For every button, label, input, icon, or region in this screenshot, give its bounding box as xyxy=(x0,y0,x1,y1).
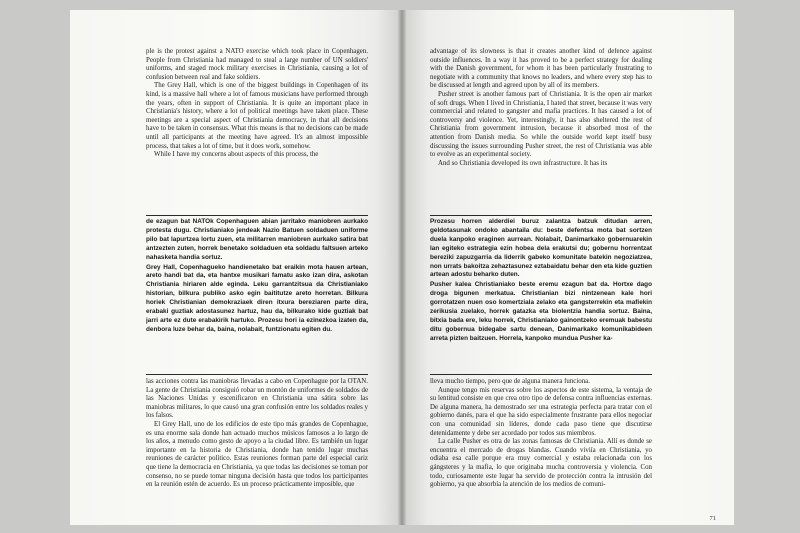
section-divider xyxy=(430,374,652,375)
paragraph: advantage of its slowness is that it creates another kind of defence against outside influences. In a way it has proved to be a perfect strategy for dealing with the Danish government, for whom it has been particularly frustrating to negotiate with a community that knows no leaders, and where every step has to be discussed at length and agreed upon by all of its members. xyxy=(430,48,652,90)
paragraph: lleva mucho tiempo, pero que de alguna manera funciona. xyxy=(430,378,590,385)
section-divider xyxy=(146,215,368,216)
page-number: 71 xyxy=(709,515,716,522)
basque-text-right xyxy=(430,218,652,373)
paragraph: Aunque tengo mis reservas sobre los aspectos de este sistema, la ventaja de su lentitud consiste en que crea otro tipo de defensa contra influencias externas. De alguna manera, ha demostrado ser una estrategia perfecta para tratar con el gobierno danés, para el que ha sido especialmente frustrante para ellos negociar con una comunidad sin líderes, donde cada paso tiene que discutirse detenidamente y debe ser acordado por todos sus miembros. xyxy=(430,386,652,437)
section-divider xyxy=(146,374,368,375)
paragraph: de ezagun bat NATOk Copenhaguen abian jarritako maniobren aurkako protesta dugu. Christianiako jendeak Nazio Batuen soldaduen uniforme pilo bat lapurtzea lortu zuen, eta militarren maniobren aurkako satira bat antzezten zuten, horrek benetako soldaduen eta soldadu faltsuen arteko nahasketa handia sortuz. xyxy=(146,218,368,261)
paragraph: While I have my concerns about aspects of this process, the xyxy=(154,151,319,159)
left-page xyxy=(70,10,402,525)
paragraph: Pusher street is another famous part of Christiania. It is the open air market of soft drugs. When I lived in Christiania, I hated that street, because it was very commercial and related to gangster and mafia practices. It has caused a lot of controversy and violence. Yet, interestingly, it has also sheltered the rest of Christiania from government intrusion, because it absorbed most of the attention from Danish media. So while the outside world kept itself busy discussing the issues surrounding Pusher street, the rest of Christiania was able to evolve as an experimental society. xyxy=(430,90,652,159)
section-divider xyxy=(430,215,652,216)
paragraph: And so Christiania developed its own infrastructure. It has its xyxy=(438,159,608,167)
paragraph: Grey Hall, Copenhagueko handienetako bat eraikin mota hauen artean, areto handi bat da, eta hantxe musikari famatu asko izan dira, askotan Christiania hiriaren alde eginda. Leku garrantzitsua da Christianiako historian, bilkura publiko asko egin baititutze areto horretan. Bilkura horiek Christianian demokraziaek diren itxura bereziaren parte dira, erabaki guztiak adostasunez hartuz, hau da, bilkurako kide guztiak bat jarri arte ez dute erabakirik hartuko. Prozesu hori ia ezinezkoa izaten da, denbora luze behar da, baina, nolabait, funtzionatu egiten du. xyxy=(146,263,368,333)
english-text-right xyxy=(430,48,652,218)
paragraph: las acciones contra las maniobras llevadas a cabo en Copenhague por la OTAN. La gente de Christiania consiguió robar un montón de uniformes de soldados de las Naciones Unidas y escenificaron en Christiania una sátira sobre las maniobras militares, lo que causó una gran confusión entre los soldados reales y los falsos. xyxy=(146,378,368,420)
paragraph: ple is the protest against a NATO exercise which took place in Copenhagen. People from Christiania had managed to steal a large number of UN soldiers' uniforms, and staged mock military exercises in Christiania, causing a lot of confusion between real and fake soldiers. xyxy=(146,48,368,81)
paragraph: The Grey Hall, which is one of the biggest buildings in Copenhagen of its kind, is a massive hall where a lot of famous musicians have performed through the years, often in support of Christiania. It is quite an important place in Christiania's history, where a lot of political meetings have taken place. These meetings are a special aspect of Christiania democracy, in that all decisions have to be taken in consensus. What this means is that no decisions can be made until all participants at the meeting have agreed. It's an almost impossible process, that takes a lot of time, but it does work, somehow. xyxy=(146,82,368,150)
english-text-left xyxy=(146,48,368,218)
paragraph: Prozesu horren alderdiei buruz zalantza batzuk ditudan arren, geldotasunak ondoko abantaila du: beste defentsa mota bat sortzen duela kanpoko eraginen aurrean. Nolabait, Danimarkako gobernuarekin lan egiteko estrategia ezin hobea dela erakutsi du; gobernu horrentzat bereziki zapuzgarria da liderrik gabeko komunitate batekin negoziatzea, non urrats bakoitza zehaztasunez eztabaidatu behar den eta kide guztien artean adostu beharko duten. xyxy=(430,218,652,279)
paragraph: Pusher kalea Christianiako beste eremu ezagun bat da. Hortxe dago droga bigunen merkatua. Christianian bizi nintzenean kale hori gorrotatzen nuen oso komertziala zelako eta gangsterrekin eta mafiekin zerikusia zuelako, horrek gatazka eta biolentzia handia sortuz. Baina, bitxia bada ere, leku horrek, Christianiako gainontzeko eremuak babestu ditu gobernua bidegabe sartu denean, Danimarkako komunikabideen arreta pizten baitzuen. Horrela, kanpoko mundua Pusher ka- xyxy=(430,281,652,342)
paragraph: El Grey Hall, uno de los edificios de este tipo más grandes de Copenhague, es una enorme sala donde han actuado muchos músicos famosos a lo largo de los años, a menudo como gesto de apoyo a la ciudad libre. Es también un lugar importante en la historia de Christiania, donde han tenido lugar muchas reuniones de carácter político. Estas reuniones forman parte del especial cariz que tiene la democracia en Christiania, ya que todas las decisiones se toman por consenso, no se puede tomar ninguna decisión hasta que todos los participantes en la reunión estén de acuerdo. Es un proceso prácticamente imposible, que xyxy=(146,420,368,489)
spanish-text-right xyxy=(430,378,652,525)
basque-text-left xyxy=(146,218,368,373)
book-gutter xyxy=(398,10,406,525)
paragraph: La calle Pusher es otra de las zonas famosas de Christiania. Allí es donde se encuentra el mercado de drogas blandas. Cuando viviía en Christiania, yo odiaba esa calle porque era muy comercial y estaba relacionada con los gángsteres y la mafia, lo que originaba mucha controversia y violencia. Con todo, curiosamente este lugar ha servido de protección contra la intrusión del gobierno, ya que absorbía la atención de los medios de comuni- xyxy=(430,438,652,489)
right-page xyxy=(402,10,734,525)
spanish-text-left xyxy=(146,378,368,525)
